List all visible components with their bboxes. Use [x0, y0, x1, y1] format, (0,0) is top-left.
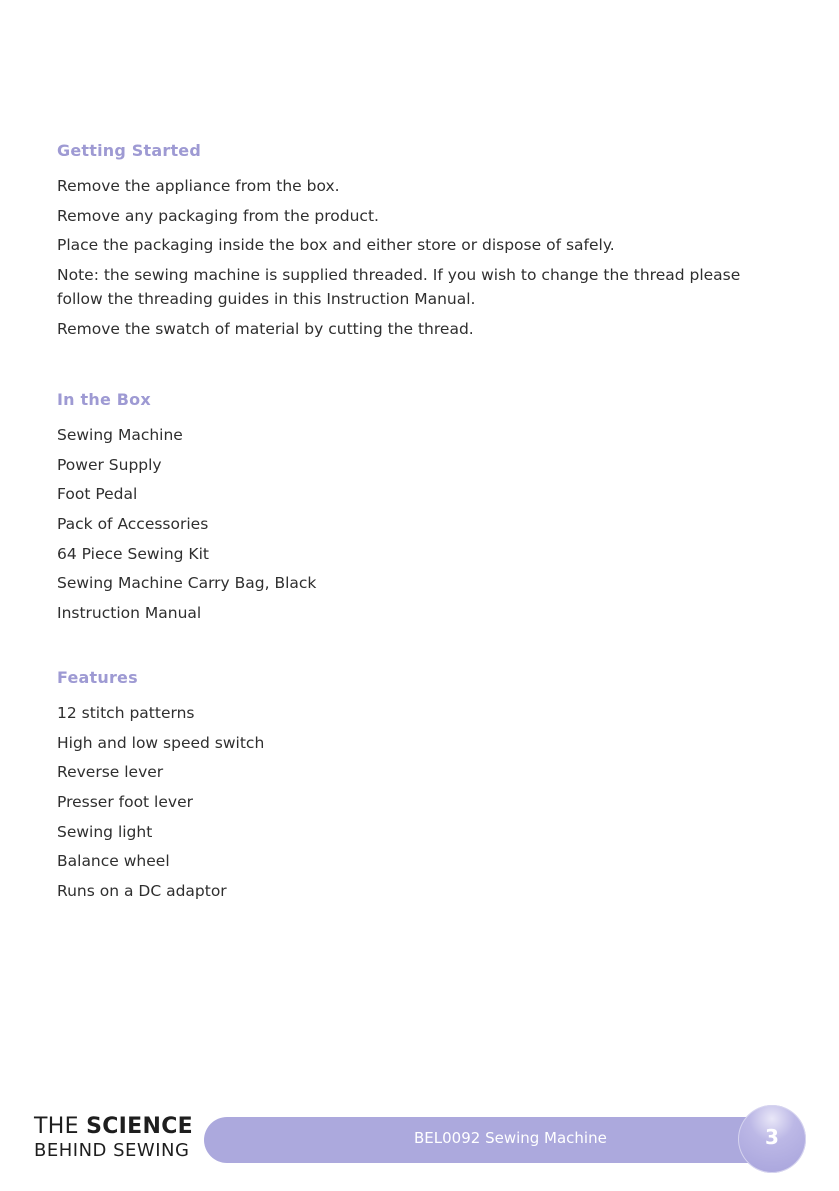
getting-started-line: Remove the swatch of material by cutting the thread.	[57, 320, 474, 338]
feature-item: Reverse lever	[57, 763, 164, 781]
in-the-box-item: Foot Pedal	[57, 485, 138, 503]
getting-started-note: Note: the sewing machine is supplied threaded. If you wish to change the thread please follow the threading guides in this Instruction Manual.	[57, 266, 741, 308]
in-the-box-item: Pack of Accessories	[57, 515, 209, 533]
logo-line2: BEHIND SEWING	[34, 1140, 190, 1161]
brand-logo	[34, 1115, 193, 1163]
in-the-box-item: Power Supply	[57, 456, 162, 474]
feature-item: Balance wheel	[57, 852, 170, 870]
page-number: 3	[765, 1125, 779, 1149]
logo-science: SCIENCE	[86, 1114, 193, 1139]
in-the-box-item: Instruction Manual	[57, 604, 202, 622]
in-the-box-item: 64 Piece Sewing Kit	[57, 545, 209, 563]
section-heading-getting-started: Getting Started	[57, 141, 201, 160]
feature-item: High and low speed switch	[57, 734, 265, 752]
in-the-box-item: Sewing Machine Carry Bag, Black	[57, 574, 317, 592]
section-heading-features: Features	[57, 668, 138, 687]
footer-product-name: BEL0092 Sewing Machine	[414, 1129, 607, 1147]
feature-item: 12 stitch patterns	[57, 704, 195, 722]
logo-the: THE	[34, 1114, 79, 1139]
in-the-box-item: Sewing Machine	[57, 426, 183, 444]
getting-started-line: Remove any packaging from the product.	[57, 207, 379, 225]
feature-item: Runs on a DC adaptor	[57, 882, 227, 900]
getting-started-line: Place the packaging inside the box and either store or dispose of safely.	[57, 236, 615, 254]
getting-started-line: Remove the appliance from the box.	[57, 177, 340, 195]
section-heading-in-the-box: In the Box	[57, 390, 151, 409]
feature-item: Sewing light	[57, 823, 153, 841]
feature-item: Presser foot lever	[57, 793, 193, 811]
